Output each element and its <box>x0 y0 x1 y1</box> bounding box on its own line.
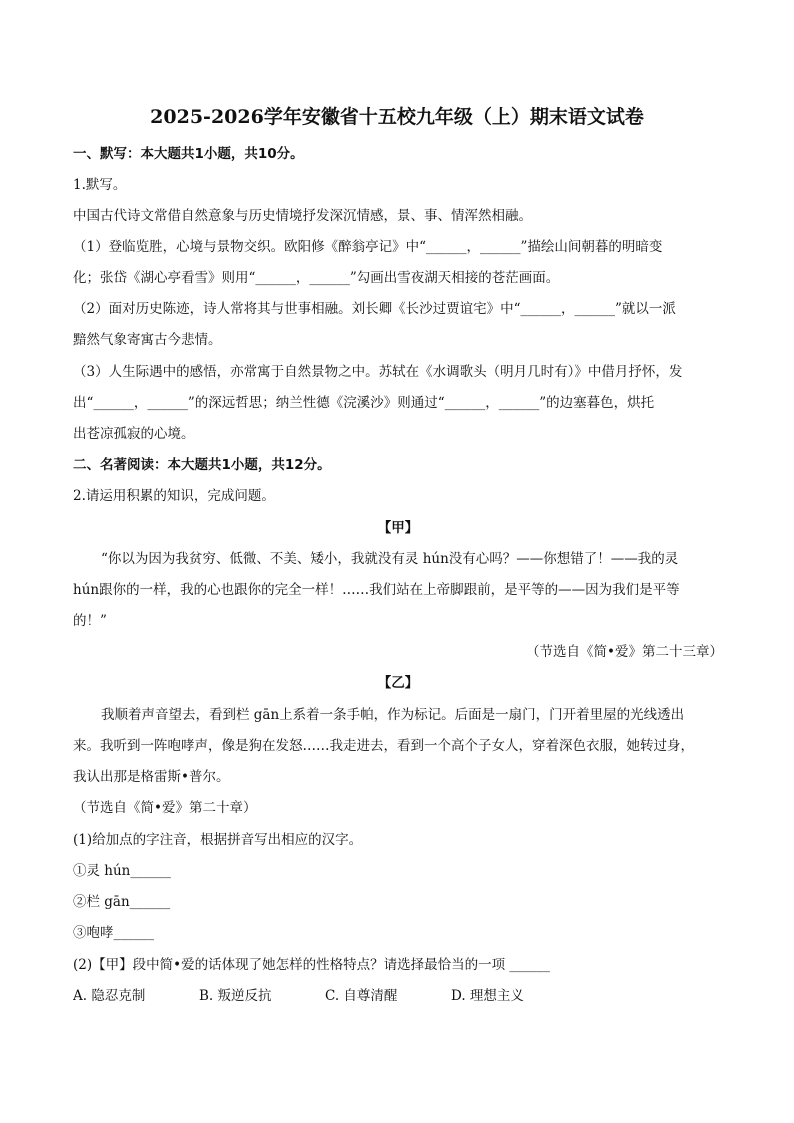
sub-question-1: (1)给加点的字注音，根据拼音写出相应的汉字。 <box>73 832 363 848</box>
passage-jia-line-2: hún跟你的一样，我的心也跟你的完全一样！……我们站在上帝脚跟前，是平等的——因为我们是平等 <box>73 582 680 598</box>
question-1-intro: 中国古代诗文常借自然意象与历史情境抒发深沉情感，景、事、情浑然相融。 <box>73 208 532 224</box>
question-1-label: 1.默写。 <box>73 177 127 193</box>
sub-question-1-item-2: ②栏 gān______ <box>73 894 171 910</box>
sub-question-2-options <box>73 986 723 1006</box>
passage-yi-source: （节选自《简•爱》第二十章） <box>73 800 257 816</box>
passage-yi-line-3: 我认出那是格雷斯•普尔。 <box>73 769 230 785</box>
question-1-part-3-line-1: （3）人生际遇中的感悟，亦常寓于自然景物之中。苏轼在《水调歌头（明月几时有）》中借月抒怀，发 <box>73 364 683 380</box>
passage-yi-label: 【乙】 <box>377 675 419 691</box>
question-1-part-2-line-2: 黯然气象寄寓古今悲情。 <box>73 332 222 348</box>
passage-jia-source: （节选自《简•爱》第二十三章） <box>526 644 723 660</box>
sub-question-1-item-1: ①灵 hún______ <box>73 863 171 879</box>
passage-jia-line-1: “你以为因为我贫穷、低微、不美、矮小，我就没有灵 hún没有心吗？——你想错了！——我的灵 <box>101 551 679 567</box>
question-1-part-1-line-2: 化；张岱《湖心亭看雪》则用“______，______”勾画出雪夜湖天相接的苍茫画面。 <box>73 270 560 286</box>
passage-yi-line-2: 来。我听到一阵咆哮声，像是狗在发怒……我走进去，看到一个高个子女人，穿着深色衣服，她转过身， <box>73 738 694 754</box>
section-2-heading: 二、名著阅读：本大题共1小题，共12分。 <box>73 457 331 473</box>
passage-jia-line-3: 的！” <box>73 613 107 629</box>
passage-yi-line-1: 我顺着声音望去，看到栏 gān上系着一条手帕，作为标记。后面是一扇门，门开着里屋的光线透出 <box>101 707 685 723</box>
passage-jia-label: 【甲】 <box>377 520 419 536</box>
section-1-heading: 一、默写：本大题共1小题，共10分。 <box>73 146 304 162</box>
option-d: D. 理想主义 <box>451 988 524 1004</box>
question-1-part-2-line-1: （2）面对历史陈迹，诗人常将其与世事相融。刘长卿《长沙过贾谊宅》中“______，______”就以一派 <box>73 301 676 317</box>
option-a: A. 隐忍克制 <box>73 988 146 1004</box>
question-2-label: 2.请运用积累的知识，完成问题。 <box>73 488 275 504</box>
sub-question-1-item-3: ③咆哮______ <box>73 925 154 941</box>
sub-question-2: (2)【甲】段中简•爱的话体现了她怎样的性格特点？请选择最恰当的一项 ______ <box>73 957 550 973</box>
question-1-part-3-line-2: 出“______，______”的深远哲思；纳兰性德《浣溪沙》则通过“______，______”的边塞暮色，烘托 <box>73 395 655 411</box>
option-c: C. 自尊清醒 <box>325 988 398 1004</box>
question-1-part-1-line-1: （1）登临览胜，心境与景物交织。欧阳修《醉翁亭记》中“______，______”描绘山间朝暮的明暗变 <box>73 239 663 255</box>
question-1-part-3-line-3: 出苍凉孤寂的心境。 <box>73 426 195 442</box>
page-title: 2025-2026学年安徽省十五校九年级（上）期末语文试卷 <box>150 106 644 128</box>
option-b: B. 叛逆反抗 <box>199 988 272 1004</box>
